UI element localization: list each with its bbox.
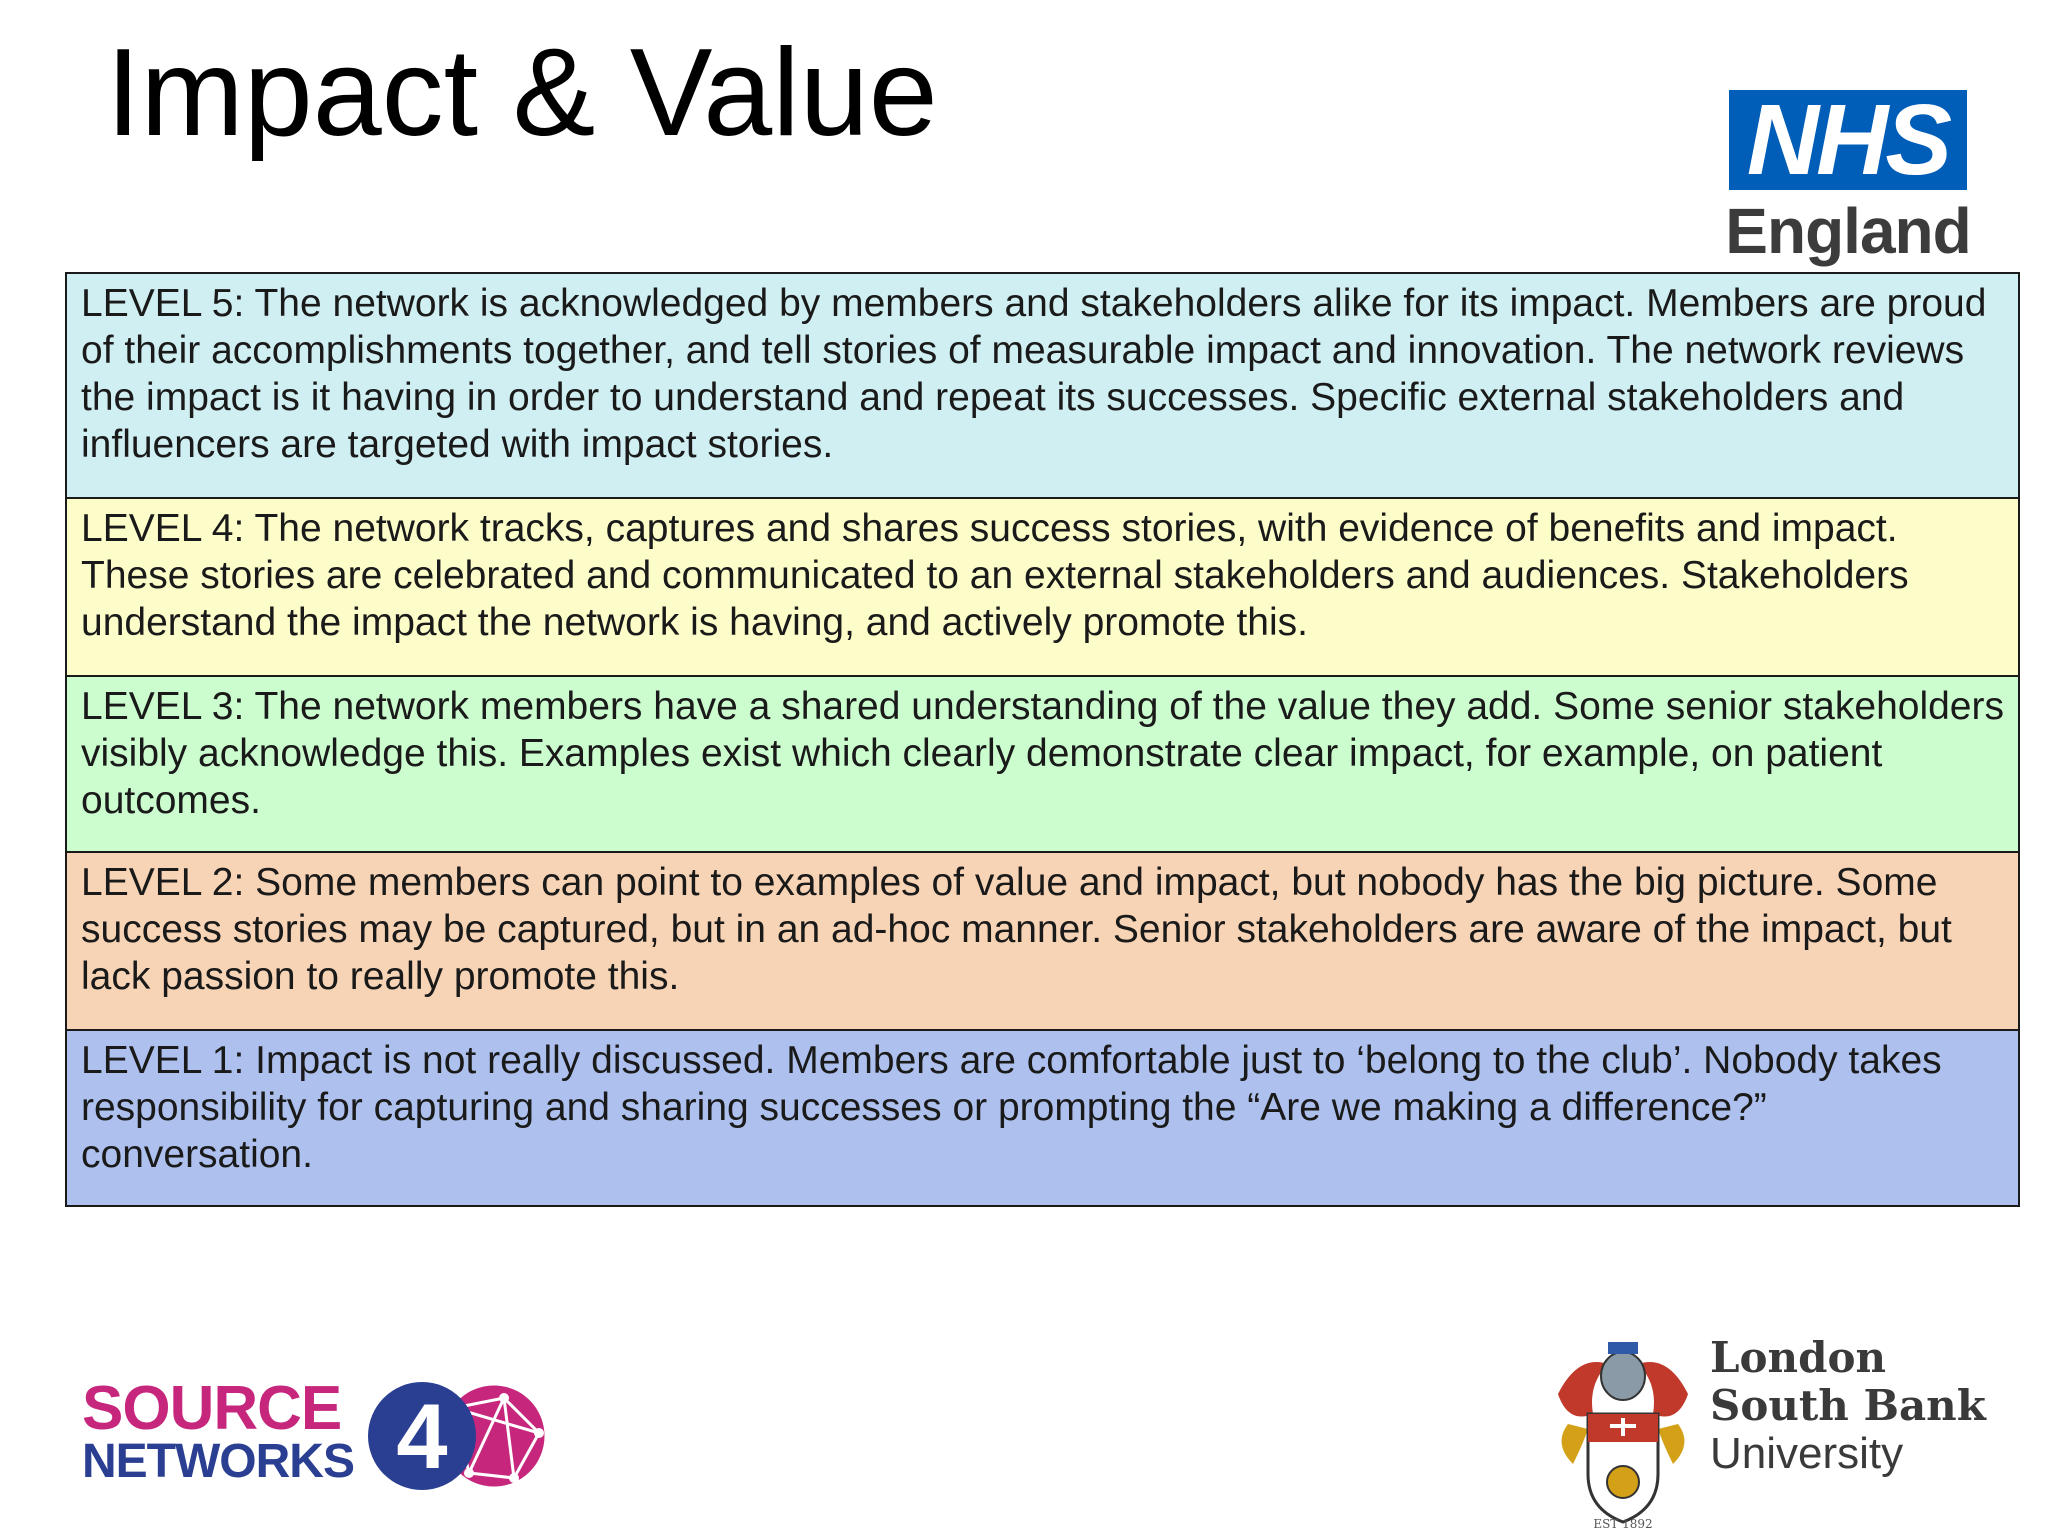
s4n-logo-source: SOURCE — [82, 1374, 342, 1443]
lsbu-wordmark — [1710, 1334, 1986, 1478]
level-2-row — [67, 853, 2018, 1031]
lsbu-line-university: University — [1710, 1429, 1904, 1478]
level-4-row — [67, 499, 2018, 677]
lsbu-line-south-bank: South Bank — [1710, 1381, 1986, 1430]
level-2-text: LEVEL 2: Some members can point to examples of value and impact, but nobody has the big picture. Some success stories may be captured, but in an ad-hoc manner. Senior stakeholders are aware of the impact, but lack passion to really promote this. — [81, 861, 1952, 998]
s4n-globe-icon — [354, 1378, 554, 1493]
level-3-row — [67, 677, 2018, 853]
source4networks-logo — [82, 1374, 562, 1493]
levels-table — [65, 272, 2020, 1207]
level-1-text: LEVEL 1: Impact is not really discussed. Members are comfortable just to ‘belong to the club’. Nobody takes responsibility for capturing and sharing successes or prompting the “Are we making a difference?” conversation. — [81, 1039, 1942, 1176]
slide-title: Impact & Value — [106, 24, 938, 162]
lsbu-logo — [1548, 1330, 1986, 1530]
nhs-logo-mark: NHS — [1729, 90, 1967, 190]
nhs-logo-region: England — [1725, 195, 1971, 267]
s4n-logo-numeral: 4 — [396, 1386, 448, 1488]
level-1-row — [67, 1031, 2018, 1205]
lsbu-est-label: EST 1892 — [1593, 1517, 1653, 1530]
level-5-row — [67, 274, 2018, 499]
nhs-england-logo — [1725, 90, 1971, 270]
lsbu-line-london: London — [1710, 1333, 1886, 1382]
level-5-text: LEVEL 5: The network is acknowledged by members and stakeholders alike for its impact. Members are proud of their accomplishments together, and tell stories of measurable impact and innovation. The network reviews the impact is it having in order to understand and repeat its successes. Specific external stakeholders and influencers are targeted with impact stories. — [81, 282, 1987, 466]
level-3-text: LEVEL 3: The network members have a shared understanding of the value they add. Some senior stakeholders visibly acknowledge this. Examples exist which clearly demonstrate clear impact, for example, on patient outcomes. — [81, 685, 2004, 822]
s4n-logo-networks: NETWORKS — [82, 1435, 354, 1488]
level-4-text: LEVEL 4: The network tracks, captures and shares success stories, with evidence of benefits and impact. These stories are celebrated and communicated to an external stakeholders and audiences. Stakeholders understand the impact the network is having, and actively promote this. — [81, 507, 1909, 644]
lsbu-crest-icon — [1548, 1334, 1698, 1530]
